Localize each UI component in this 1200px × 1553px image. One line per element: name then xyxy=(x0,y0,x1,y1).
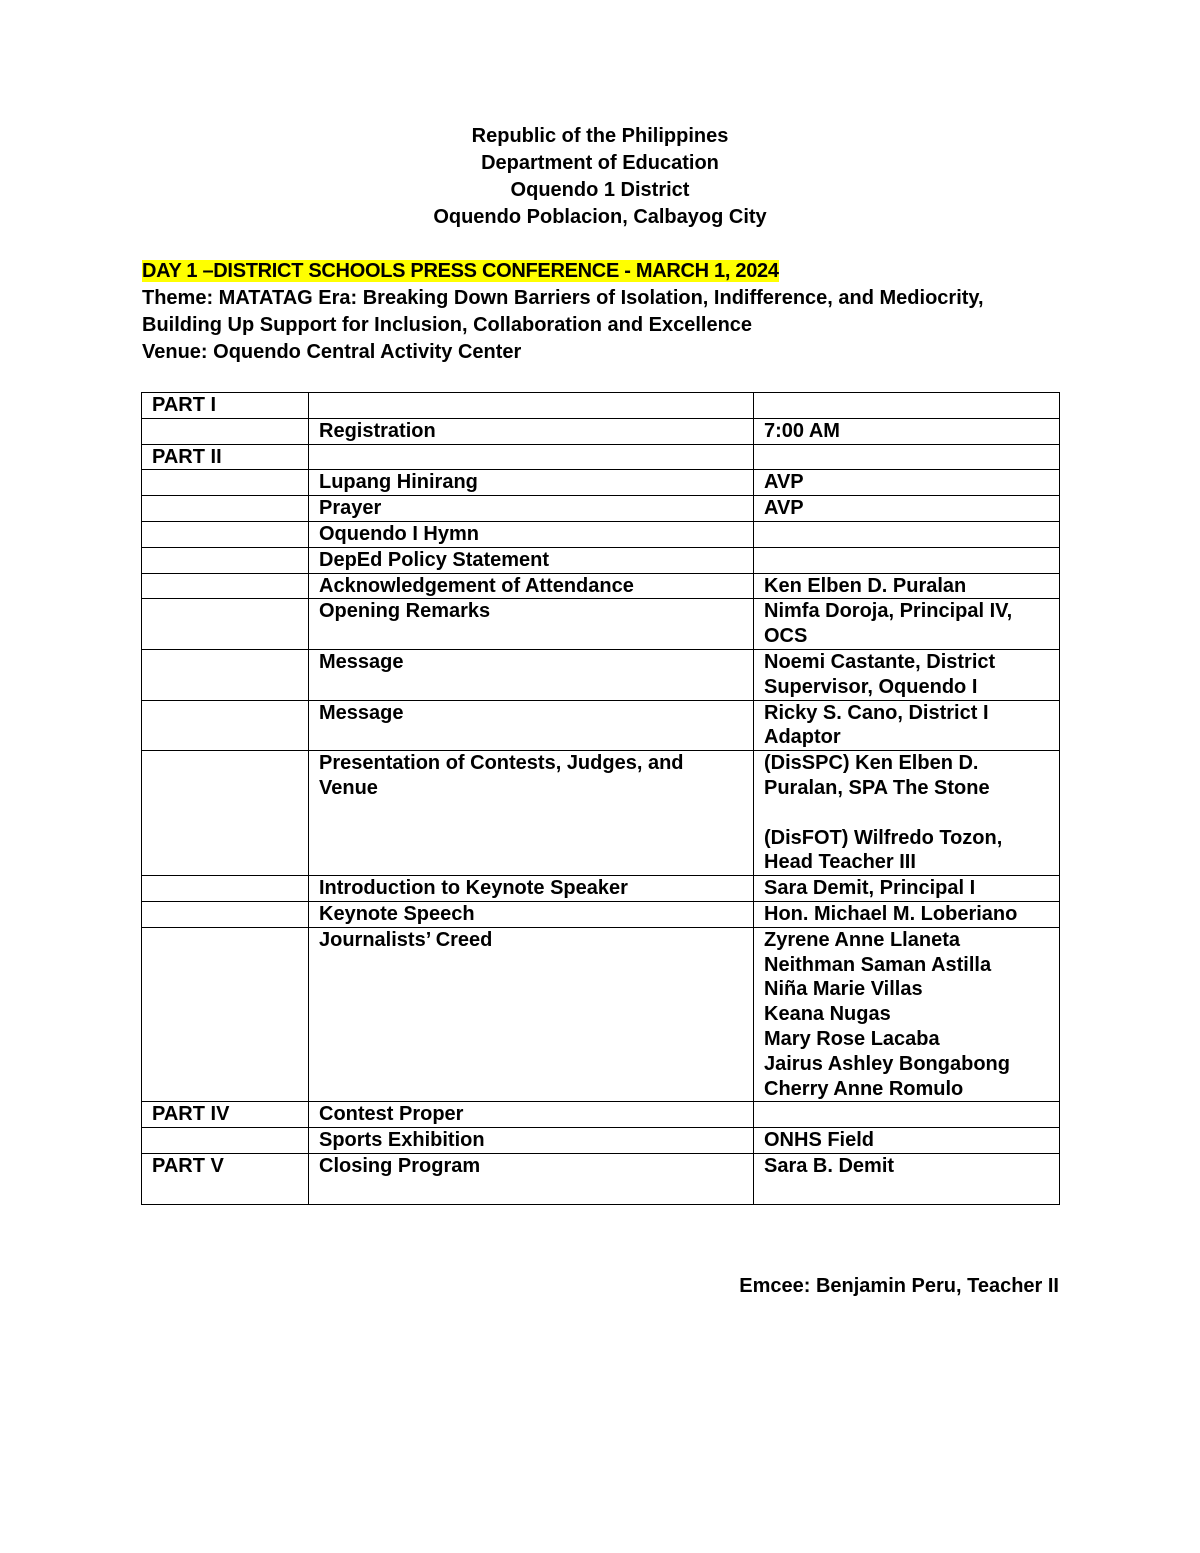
detail-cell xyxy=(754,876,1060,902)
program-row xyxy=(142,444,1060,470)
part-cell xyxy=(142,1128,309,1154)
event-theme-line-2: Building Up Support for Inclusion, Collaboration and Excellence xyxy=(142,314,753,336)
event-venue: Venue: Oquendo Central Activity Center xyxy=(142,341,522,363)
program-row xyxy=(142,649,1060,700)
item-cell xyxy=(309,927,754,1102)
emcee-line: Emcee: Benjamin Peru, Teacher II xyxy=(739,1275,1059,1297)
item-cell-text: Introduction to Keynote Speaker xyxy=(319,877,628,900)
part-cell xyxy=(142,876,309,902)
program-row xyxy=(142,599,1060,650)
item-cell-text: Lupang Hinirang xyxy=(319,471,478,494)
detail-cell-line: Puralan, SPA The Stone xyxy=(764,776,990,799)
item-cell xyxy=(309,573,754,599)
part-cell xyxy=(142,573,309,599)
program-row xyxy=(142,927,1060,1102)
letterhead-district: Oquendo 1 District xyxy=(510,179,690,201)
item-cell-text: Opening Remarks xyxy=(319,600,491,623)
program-row xyxy=(142,470,1060,496)
program-row xyxy=(142,496,1060,522)
detail-cell xyxy=(754,1102,1060,1128)
event-theme-line-1: Theme: MATATAG Era: Breaking Down Barriers of Isolation, Indifference, and Mediocrity, xyxy=(142,287,984,309)
item-cell xyxy=(309,470,754,496)
part-cell xyxy=(142,901,309,927)
detail-cell-line: Head Teacher III xyxy=(764,851,916,874)
detail-cell-line: Cherry Anne Romulo xyxy=(764,1077,964,1100)
detail-cell xyxy=(754,751,1060,876)
program-row xyxy=(142,521,1060,547)
detail-cell-line: Nimfa Doroja, Principal IV, xyxy=(764,600,1013,623)
event-title xyxy=(142,258,1072,285)
part-cell-text: PART II xyxy=(152,445,222,468)
part-cell xyxy=(142,496,309,522)
program-row xyxy=(142,1102,1060,1128)
program-row xyxy=(142,547,1060,573)
program-row xyxy=(142,1153,1060,1204)
item-cell xyxy=(309,1102,754,1128)
part-cell xyxy=(142,1153,309,1204)
item-cell-line: Presentation of Contests, Judges, and xyxy=(319,752,684,775)
letterhead-address: Oquendo Poblacion, Calbayog City xyxy=(433,206,767,228)
part-cell xyxy=(142,700,309,751)
detail-cell-line: Adaptor xyxy=(764,726,841,749)
letterhead-department: Department of Education xyxy=(481,152,719,174)
part-cell-text: PART IV xyxy=(152,1103,230,1126)
program-row xyxy=(142,1128,1060,1154)
item-cell-text: Sports Exhibition xyxy=(319,1129,485,1152)
detail-cell-text: Hon. Michael M. Loberiano xyxy=(764,902,1018,925)
part-cell xyxy=(142,393,309,419)
item-cell xyxy=(309,700,754,751)
part-cell-text: PART V xyxy=(152,1154,224,1177)
program-table xyxy=(141,392,1060,1205)
detail-cell-line: (DisFOT) Wilfredo Tozon, xyxy=(764,826,1003,849)
detail-cell xyxy=(754,496,1060,522)
detail-cell-text: AVP xyxy=(764,497,804,520)
item-cell-text: Closing Program xyxy=(319,1154,481,1177)
program-row xyxy=(142,876,1060,902)
item-cell xyxy=(309,496,754,522)
detail-cell xyxy=(754,700,1060,751)
program-row xyxy=(142,901,1060,927)
item-cell xyxy=(309,901,754,927)
part-cell xyxy=(142,521,309,547)
detail-cell xyxy=(754,901,1060,927)
detail-cell-text: ONHS Field xyxy=(764,1129,875,1152)
program-row xyxy=(142,418,1060,444)
program-row xyxy=(142,700,1060,751)
detail-cell-line: Niña Marie Villas xyxy=(764,978,923,1001)
item-cell-text: Journalists’ Creed xyxy=(319,928,493,951)
detail-cell-text: Sara B. Demit xyxy=(764,1154,895,1177)
detail-cell xyxy=(754,521,1060,547)
part-cell xyxy=(142,649,309,700)
detail-cell-line: Noemi Castante, District xyxy=(764,650,996,673)
item-cell xyxy=(309,1153,754,1204)
item-cell xyxy=(309,393,754,419)
item-cell xyxy=(309,751,754,876)
event-title-text: DAY 1 –DISTRICT SCHOOLS PRESS CONFERENCE - MARCH 1, 2024 xyxy=(142,260,779,282)
part-cell xyxy=(142,599,309,650)
item-cell-text: Message xyxy=(319,701,404,724)
detail-cell xyxy=(754,393,1060,419)
item-cell-text: Oquendo I Hymn xyxy=(319,522,479,545)
item-cell xyxy=(309,418,754,444)
part-cell xyxy=(142,418,309,444)
detail-cell-text: Ken Elben D. Puralan xyxy=(764,574,967,597)
detail-cell-line: OCS xyxy=(764,625,808,648)
detail-cell xyxy=(754,1153,1060,1204)
event-info xyxy=(142,258,1072,366)
letterhead-country: Republic of the Philippines xyxy=(471,125,729,147)
item-cell xyxy=(309,649,754,700)
item-cell xyxy=(309,547,754,573)
detail-cell-text: AVP xyxy=(764,471,804,494)
item-cell xyxy=(309,1128,754,1154)
part-cell xyxy=(142,470,309,496)
item-cell-text: Message xyxy=(319,650,404,673)
detail-cell xyxy=(754,599,1060,650)
detail-cell xyxy=(754,547,1060,573)
detail-cell-line: (DisSPC) Ken Elben D. xyxy=(764,752,979,775)
item-cell xyxy=(309,876,754,902)
item-cell-line: Venue xyxy=(319,776,378,799)
program-row xyxy=(142,393,1060,419)
detail-cell xyxy=(754,470,1060,496)
detail-cell-text: Sara Demit, Principal I xyxy=(764,877,976,900)
detail-cell-line: Zyrene Anne Llaneta xyxy=(764,928,960,951)
item-cell-text: Keynote Speech xyxy=(319,902,475,925)
part-cell xyxy=(142,1102,309,1128)
item-cell xyxy=(309,599,754,650)
item-cell-text: Acknowledgement of Attendance xyxy=(319,574,634,597)
detail-cell xyxy=(754,573,1060,599)
detail-cell xyxy=(754,418,1060,444)
detail-cell xyxy=(754,1128,1060,1154)
part-cell xyxy=(142,444,309,470)
item-cell-text: Contest Proper xyxy=(319,1103,464,1126)
part-cell xyxy=(142,547,309,573)
item-cell xyxy=(309,521,754,547)
detail-cell-line: Supervisor, Oquendo I xyxy=(764,675,978,698)
part-cell xyxy=(142,927,309,1102)
detail-cell-line: Neithman Saman Astilla xyxy=(764,953,992,976)
detail-cell xyxy=(754,649,1060,700)
detail-cell-line: Keana Nugas xyxy=(764,1003,891,1026)
detail-cell-line: Ricky S. Cano, District I xyxy=(764,701,989,724)
program-row xyxy=(142,573,1060,599)
item-cell-text: Prayer xyxy=(319,497,382,520)
item-cell xyxy=(309,444,754,470)
program-table-body xyxy=(142,393,1060,1205)
program-row xyxy=(142,751,1060,876)
trailing-space xyxy=(764,1179,1055,1204)
letterhead xyxy=(0,123,1200,231)
item-cell-text: DepEd Policy Statement xyxy=(319,548,550,571)
detail-cell xyxy=(754,444,1060,470)
detail-cell-text: 7:00 AM xyxy=(764,419,840,442)
blank-line xyxy=(764,801,1055,826)
item-cell-text: Registration xyxy=(319,419,436,442)
detail-cell xyxy=(754,927,1060,1102)
detail-cell-line: Jairus Ashley Bongabong xyxy=(764,1052,1010,1075)
detail-cell-line: Mary Rose Lacaba xyxy=(764,1027,940,1050)
part-cell xyxy=(142,751,309,876)
part-cell-text: PART I xyxy=(152,394,217,416)
